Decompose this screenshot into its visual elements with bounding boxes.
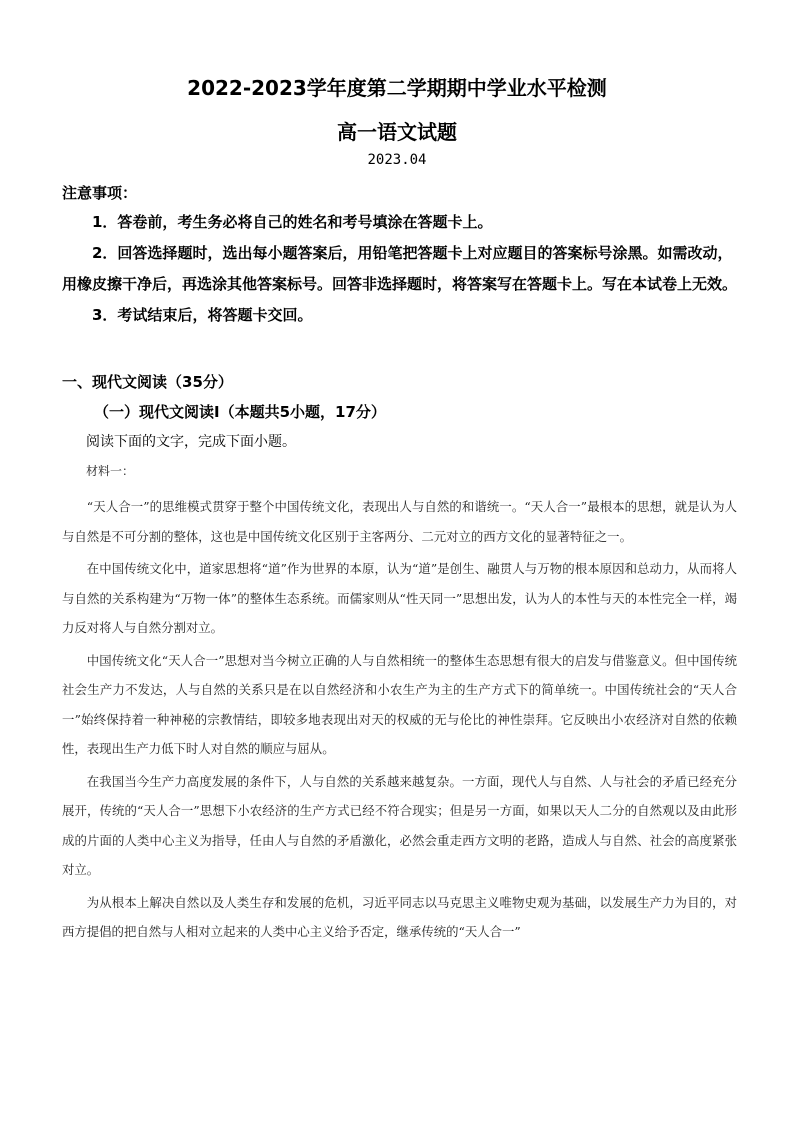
subsection-heading: （一）现代文阅读Ⅰ（本题共5小题，17分） bbox=[94, 403, 386, 421]
notice-heading: 注意事项： bbox=[62, 184, 138, 202]
passage-paragraph: 在我国当今生产力高度发展的条件下，人与自然的关系越来越复杂。一方面，现代人与自然、人与社会的矛盾已经充分展开，传统的“天人合一”思想下小农经济的生产方式已经不符合现实；但是另一方面，如果以天人二分的自然观以及由此形成的片面的人类中心主义为指导，任由人与自然的矛盾激化，必然会重走西方文明的老路，造成人与自然、社会的高度紧张对立。 bbox=[62, 773, 737, 877]
notice-item: 2．回答选择题时，选出每小题答案后，用铅笔把答题卡上对应题目的答案标号涂黑。如需改动，用橡皮擦干净后，再选涂其他答案标号。回答非选择题时，将答案写在答题卡上。写在本试卷上无效。 bbox=[62, 244, 738, 293]
reading-passage bbox=[62, 492, 737, 947]
exam-date: 2023.04 bbox=[367, 152, 427, 168]
section-heading: 一、现代文阅读（35分） bbox=[62, 373, 233, 391]
passage-paragraph: “天人合一”的思维模式贯穿于整个中国传统文化，表现出人与自然的和谐统一。“天人合一”最根本的思想，就是认为人与自然是不可分割的整体，这也是中国传统文化区别于主客两分、二元对立的西方文化的显著特征之一。 bbox=[62, 499, 737, 544]
material-label: 材料一： bbox=[86, 464, 135, 478]
exam-title: 2022-2023学年度第二学期期中学业水平检测 bbox=[187, 76, 607, 100]
passage-paragraph: 在中国传统文化中，道家思想将“道”作为世界的本原，认为“道”是创生、融贯人与万物的根本原因和总动力，从而将人与自然的关系构建为“万物一体”的整体生态系统。而儒家则从“性天同一”思想出发，认为人的本性与天的本性完全一样，竭力反对将人与自然分割对立。 bbox=[62, 561, 737, 635]
passage-paragraph: 为从根本上解决自然以及人类生存和发展的危机，习近平同志以马克思主义唯物史观为基础，以发展生产力为目的，对西方提倡的把自然与人相对立起来的人类中心主义给予否定，继承传统的“天人合一” bbox=[62, 894, 737, 939]
notice-list bbox=[62, 207, 737, 331]
notice-item: 3．考试结束后，将答题卡交回。 bbox=[92, 306, 313, 324]
exam-subject: 高一语文试题 bbox=[337, 120, 457, 144]
passage-paragraph: 中国传统文化“天人合一”思想对当今树立正确的人与自然相统一的整体生态思想有很大的启发与借鉴意义。但中国传统社会生产力不发达，人与自然的关系只是在以自然经济和小农生产为主的生产方式下的简单统一。中国传统社会的“天人合一”始终保持着一种神秘的宗教情结，即较多地表现出对天的权威的无与伦比的神性崇拜。它反映出小农经济对自然的依赖性，表现出生产力低下时人对自然的顺应与屈从。 bbox=[62, 652, 737, 756]
reading-instruction: 阅读下面的文字，完成下面小题。 bbox=[86, 434, 296, 450]
notice-item: 1．答卷前，考生务必将自己的姓名和考号填涂在答题卡上。 bbox=[92, 213, 493, 231]
